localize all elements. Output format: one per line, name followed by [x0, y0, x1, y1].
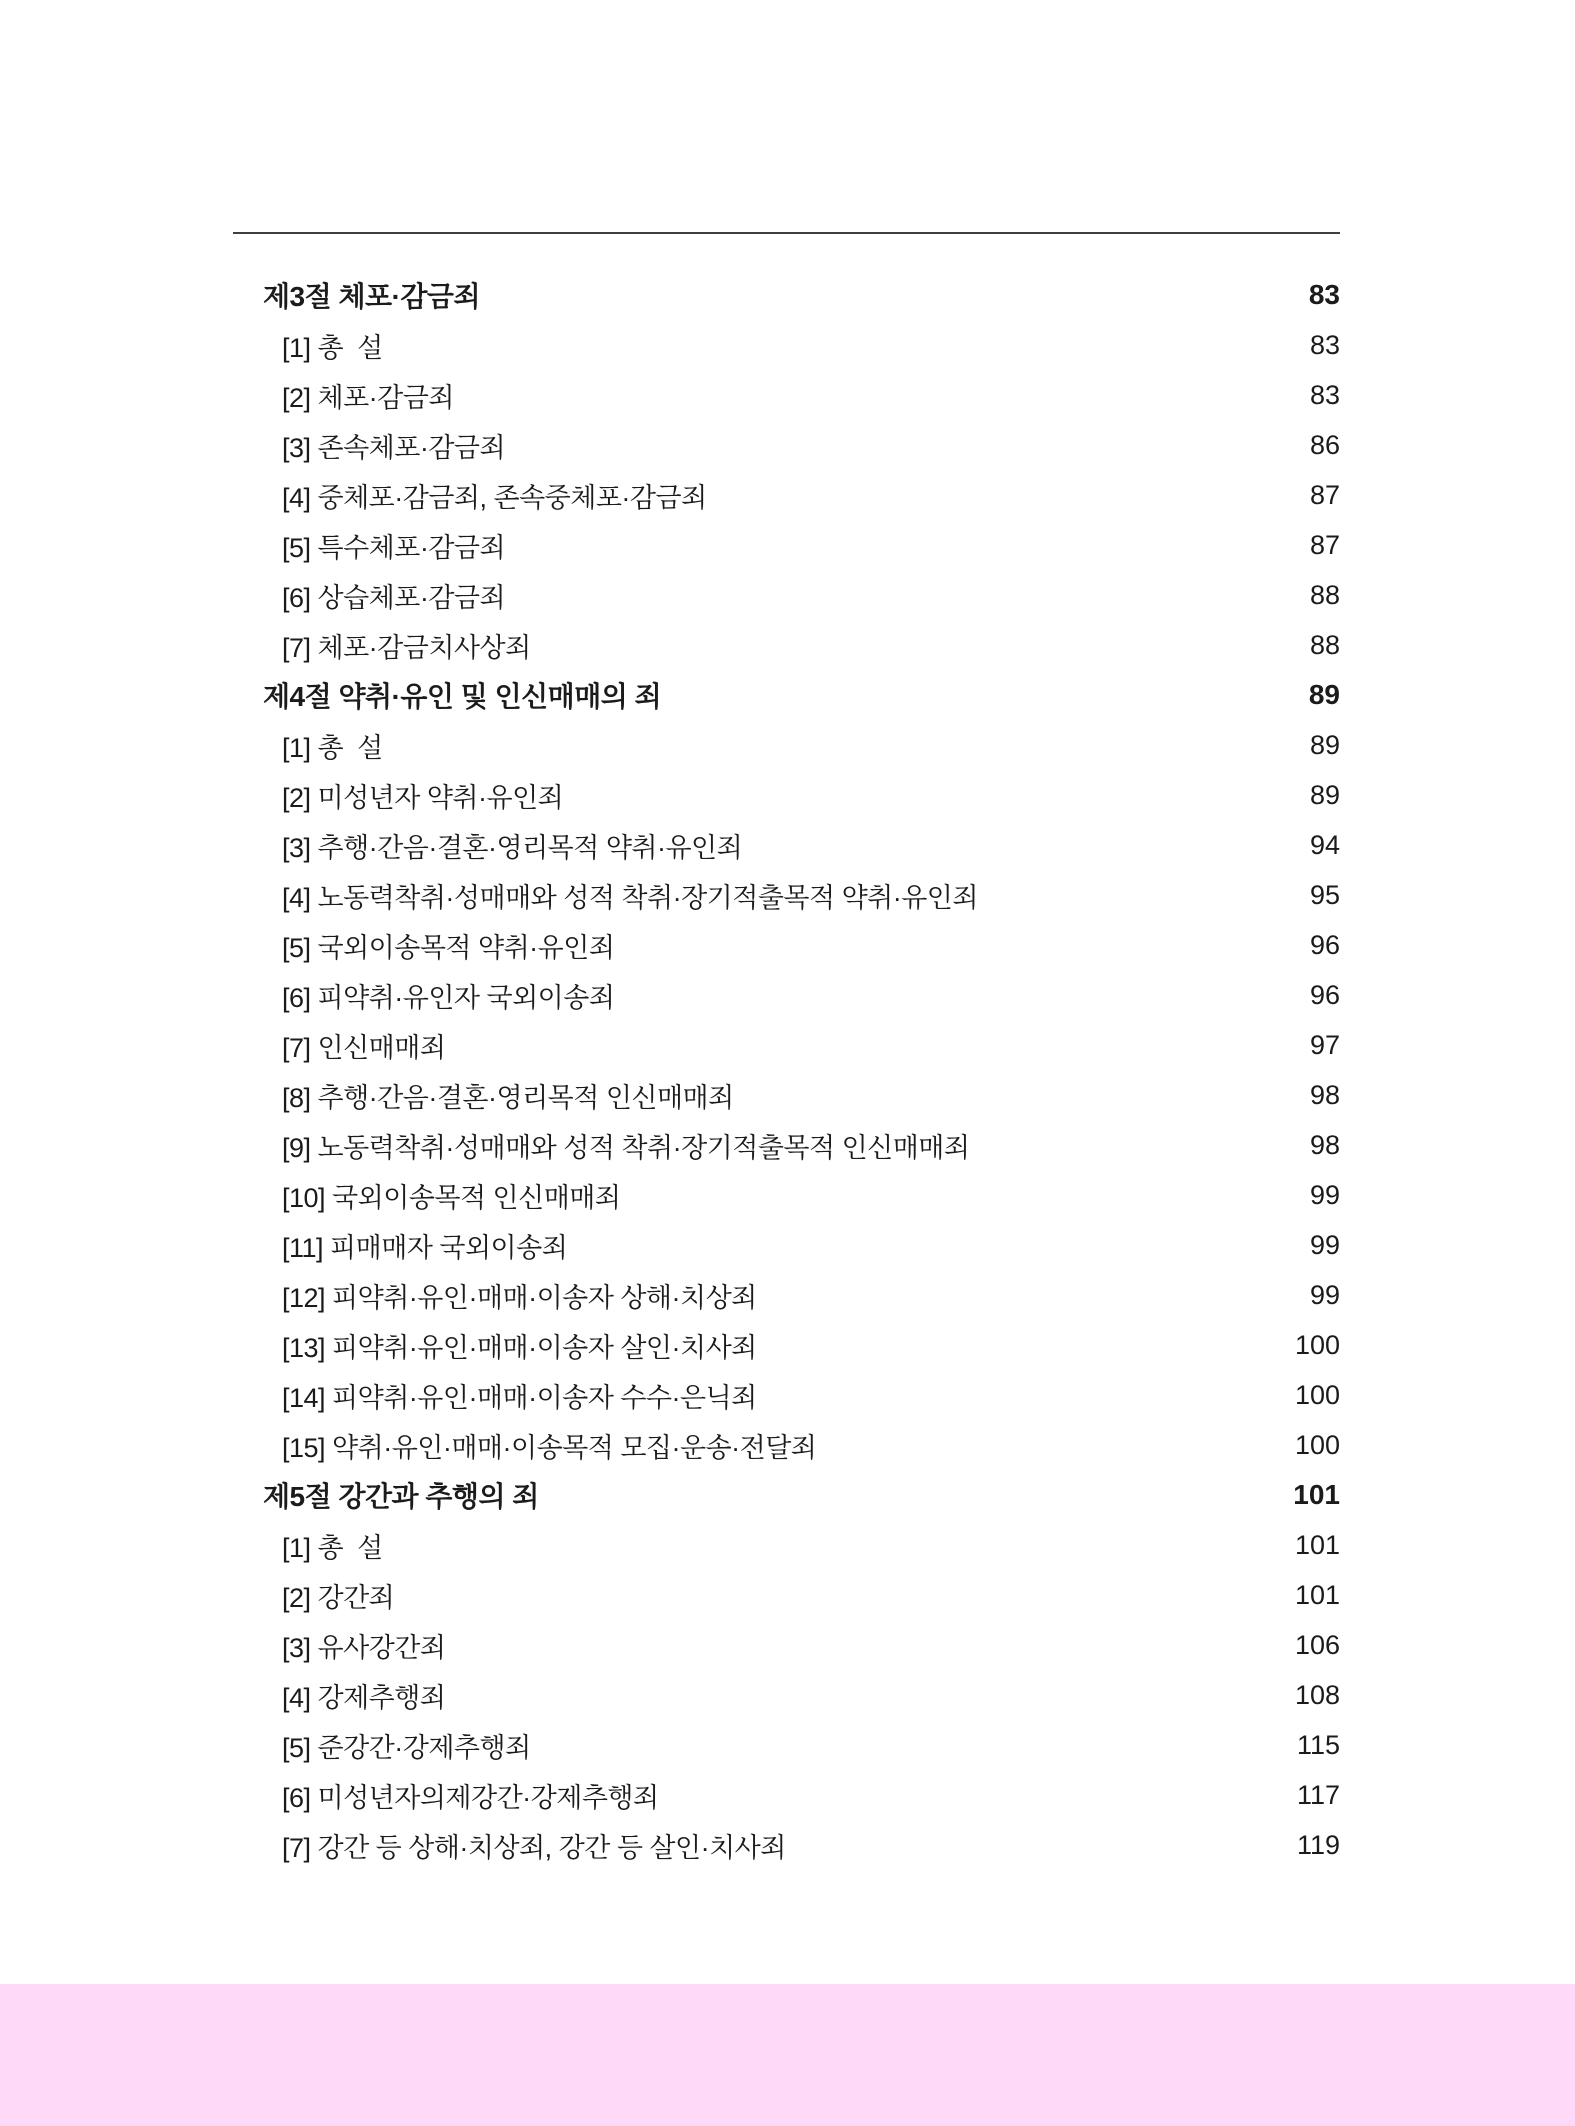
toc-entry-page: 89 — [1309, 779, 1340, 810]
toc-entry-label: [7] 인신매매죄 — [282, 1032, 446, 1063]
toc-entry-label: [7] 체포·감금치사상죄 — [282, 632, 531, 663]
toc-row — [233, 870, 1340, 920]
toc-row — [233, 1570, 1340, 1620]
toc-entry-label: [11] 피매매자 국외이송죄 — [282, 1232, 568, 1263]
toc-entry-label: [1] 총 설 — [282, 332, 383, 363]
toc-row — [233, 920, 1340, 970]
toc-entry-page: 87 — [1309, 529, 1340, 560]
toc-entry-label: [3] 존속체포·감금죄 — [282, 432, 506, 463]
toc-row — [233, 1020, 1340, 1070]
toc-entry-page: 108 — [1294, 1679, 1340, 1710]
toc-entry-page: 98 — [1309, 1129, 1340, 1160]
toc-row — [233, 370, 1340, 420]
toc-entry-label: [3] 유사강간죄 — [282, 1632, 446, 1663]
toc-entry-label: [10] 국외이송목적 인신매매죄 — [282, 1182, 621, 1213]
toc-entry-label: [5] 특수체포·감금죄 — [282, 532, 506, 563]
toc-entry-page: 83 — [1309, 379, 1340, 410]
toc-row — [233, 1120, 1340, 1170]
toc-row — [233, 1520, 1340, 1570]
toc-entry-page: 88 — [1309, 629, 1340, 660]
toc-entry-label: 제3절 체포·감금죄 — [263, 281, 481, 312]
toc-entry-page: 98 — [1309, 1079, 1340, 1110]
toc-entry-page: 96 — [1309, 929, 1340, 960]
toc-row — [233, 1070, 1340, 1120]
toc-entry-page: 119 — [1296, 1829, 1340, 1860]
toc-row — [233, 820, 1340, 870]
toc-entry-page: 87 — [1309, 479, 1340, 510]
toc-entry-label: [4] 중체포·감금죄, 존속중체포·감금죄 — [282, 482, 707, 513]
toc-entry-label: [6] 피약취·유인자 국외이송죄 — [282, 982, 615, 1013]
toc-row — [233, 1820, 1340, 1870]
toc-row — [233, 670, 1340, 720]
toc-row — [233, 1470, 1340, 1520]
bottom-accent-band — [0, 1984, 1575, 2126]
toc-entry-label: [4] 강제추행죄 — [282, 1682, 446, 1713]
toc-entry-page: 106 — [1294, 1629, 1340, 1660]
toc-entry-page: 94 — [1309, 829, 1340, 860]
toc-entry-label: [5] 국외이송목적 약취·유인죄 — [282, 932, 615, 963]
toc-row — [233, 1720, 1340, 1770]
toc-entry-page: 89 — [1308, 679, 1340, 710]
toc-entry-page: 100 — [1294, 1429, 1340, 1460]
toc-row — [233, 1370, 1340, 1420]
toc-row — [233, 1420, 1340, 1470]
toc-row — [233, 1270, 1340, 1320]
toc-row — [233, 420, 1340, 470]
toc-row — [233, 1770, 1340, 1820]
toc-entry-page: 86 — [1309, 429, 1340, 460]
toc-entry-page: 88 — [1309, 579, 1340, 610]
toc-row — [233, 1670, 1340, 1720]
toc-entry-page: 99 — [1309, 1229, 1340, 1260]
header-rule — [233, 232, 1340, 234]
toc-row — [233, 620, 1340, 670]
toc-entry-label: [14] 피약취·유인·매매·이송자 수수·은닉죄 — [282, 1382, 757, 1413]
toc-entry-page: 100 — [1294, 1379, 1340, 1410]
toc-entry-label: [2] 미성년자 약취·유인죄 — [282, 782, 564, 813]
toc-entry-label: [7] 강간 등 상해·치상죄, 강간 등 살인·치사죄 — [282, 1832, 786, 1863]
toc-entry-label: [3] 추행·간음·결혼·영리목적 약취·유인죄 — [282, 832, 743, 863]
toc-row — [233, 1170, 1340, 1220]
toc-entry-label: [5] 준강간·강제추행죄 — [282, 1732, 531, 1763]
toc-row — [233, 1620, 1340, 1670]
toc-row — [233, 1320, 1340, 1370]
toc-entry-page: 101 — [1294, 1529, 1340, 1560]
toc-entry-page: 101 — [1293, 1479, 1340, 1510]
toc-row — [233, 320, 1340, 370]
toc-entry-page: 101 — [1294, 1579, 1340, 1610]
toc-entry-label: 제4절 약취·유인 및 인신매매의 죄 — [263, 681, 662, 712]
toc-entry-label: [9] 노동력착취·성매매와 성적 착취·장기적출목적 인신매매죄 — [282, 1132, 970, 1163]
toc-entry-label: [4] 노동력착취·성매매와 성적 착취·장기적출목적 약취·유인죄 — [282, 882, 978, 913]
toc-entry-page: 96 — [1309, 979, 1340, 1010]
toc-entry-page: 117 — [1296, 1779, 1340, 1810]
toc-entry-label: [2] 강간죄 — [282, 1582, 395, 1613]
toc-entry-page: 89 — [1309, 729, 1340, 760]
toc-entry-page: 95 — [1309, 879, 1340, 910]
toc-entry-page: 97 — [1309, 1029, 1340, 1060]
toc-entry-label: [1] 총 설 — [282, 732, 383, 763]
toc-row — [233, 470, 1340, 520]
toc-entry-label: [15] 약취·유인·매매·이송목적 모집·운송·전달죄 — [282, 1432, 817, 1463]
toc-entry-page: 100 — [1294, 1329, 1340, 1360]
toc-row — [233, 570, 1340, 620]
toc-row — [233, 270, 1340, 320]
toc-entry-label: [12] 피약취·유인·매매·이송자 상해·치상죄 — [282, 1282, 757, 1313]
toc-row — [233, 520, 1340, 570]
toc-row — [233, 1220, 1340, 1270]
toc-entry-page: 99 — [1309, 1279, 1340, 1310]
toc-row — [233, 770, 1340, 820]
toc-entry-page: 83 — [1309, 329, 1340, 360]
toc-entry-page: 99 — [1309, 1179, 1340, 1210]
toc-entry-label: [8] 추행·간음·결혼·영리목적 인신매매죄 — [282, 1082, 734, 1113]
toc-entry-label: [2] 체포·감금죄 — [282, 382, 454, 413]
toc-entry-page: 83 — [1308, 279, 1340, 310]
table-of-contents — [233, 270, 1340, 1870]
toc-entry-label: [1] 총 설 — [282, 1532, 383, 1563]
toc-row — [233, 720, 1340, 770]
toc-entry-label: 제5절 강간과 추행의 죄 — [263, 1481, 539, 1512]
toc-entry-label: [6] 미성년자의제강간·강제추행죄 — [282, 1782, 659, 1813]
toc-row — [233, 970, 1340, 1020]
toc-entry-label: [13] 피약취·유인·매매·이송자 살인·치사죄 — [282, 1332, 757, 1363]
toc-entry-label: [6] 상습체포·감금죄 — [282, 582, 506, 613]
toc-entry-page: 115 — [1296, 1729, 1340, 1760]
